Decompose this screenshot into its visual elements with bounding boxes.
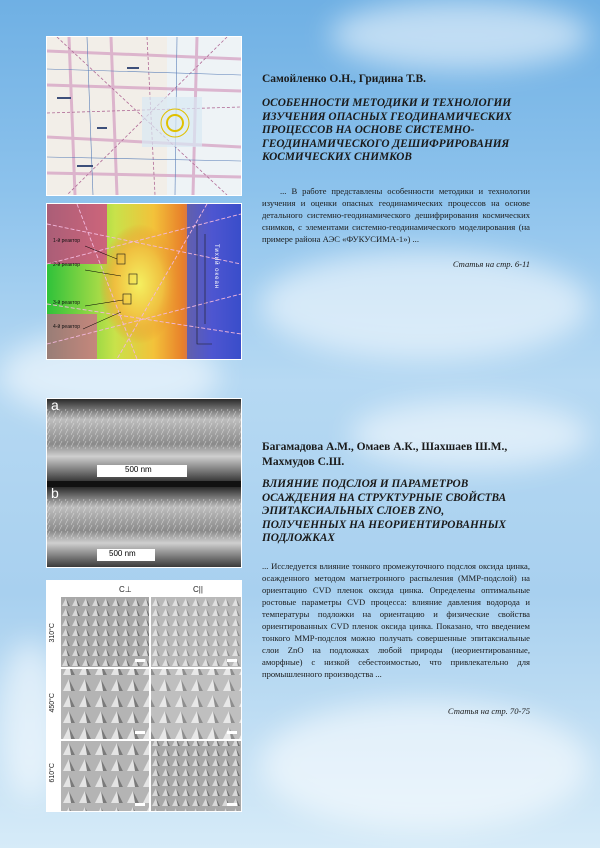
article-2-title: ВЛИЯНИЕ ПОДСЛОЯ И ПАРАМЕТРОВ ОСАЖДЕНИЯ НА СТРУКТУРНЫЕ СВОЙСТВА ЭПИТАКСИАЛЬНЫХ СЛОЕВ ZNO, ПОЛУЧЕННЫХ НА НЕОРИЕНТИРОВАННЫХ ПОДЛОЖКАХ [262,478,507,545]
reactor-4-label: 4-й реактор [53,324,81,330]
panel-a-label: a [51,398,59,413]
article-2-page-ref: Статья на стр. 70-75 [447,705,530,716]
row-610-label: 610°C [49,763,56,783]
reactor-3-label: 3-й реактор [53,300,81,306]
background-cloud [330,0,590,70]
article-1-authors: Самойленко О.Н., Гридина Т.В. [262,73,427,85]
background-cloud [260,700,590,830]
row-310-label: 310°C [49,623,56,643]
article-1-abstract: ... В работе представлены особенности методики и технологии изучения и оценки опасных геодинамических процессов на основе детального системно-геодинамического дешифрирования космических снимков, с элементами системно-геодинамического моделирования (на примере района АЭС «ФУКУСИМА-1») ... [262,185,530,244]
geologic-map-figure [46,36,242,196]
article-2-abstract: ... Исследуется влияние тонкого промежуточного подслоя оксида цинка, осажденного методом магнетронного распыления (ММР-подслой) на ориентацию CVD пленок оксида цинка. Определены оптимальные ростовые параметры CVD процесса: влияние давления водорода и температуры подложки на ориентацию и физические свойства ориентированных CVD пленок оксида цинка. Показано, что введением тонкого ММР-подслоя можно получать совершенные эпитаксиальные слои ZnO на подложках любой природы (неориентированные, аморфные) с низкой себестоимостью, что привлекательно для промышленного производства ... [262,560,530,679]
column-c-parallel-label: C|| [193,585,203,594]
fault-map-graphic [47,204,241,359]
article-1-text [262,72,530,269]
article-2-text [262,440,530,716]
ocean-label: Тихий океан [213,244,219,290]
article-1-title: ОСОБЕННОСТИ МЕТОДИКИ И ТЕХНОЛОГИИ ИЗУЧЕНИЯ ОПАСНЫХ ГЕОДИНАМИЧЕСКИХ ПРОЦЕССОВ НА ОСНОВЕ СИСТЕМНО-ГЕОДИНАМИЧЕСКОГО ДЕШИФРИРОВАНИЯ КОСМИЧЕСКИХ СНИМКОВ [262,97,512,164]
sem-temperature-grid-figure [46,580,242,812]
scale-bar-b-label: 500 nm [109,549,136,558]
scale-bar-a-label: 500 nm [125,465,152,474]
geologic-map-graphic [47,37,241,195]
sem-cross-section-figure [46,398,242,568]
column-c-perp-label: C⊥ [119,585,132,594]
sem-grid-graphic [61,597,241,811]
reactor-1-label: 1-й реактор [53,238,81,244]
sem-cross-section-graphic [47,399,241,567]
reactor-2-label: 2-й реактор [53,262,81,268]
fault-map-figure [46,203,242,360]
article-2-authors: Багамадова А.М., Омаев А.К., Шахшаев Ш.М., Махмудов С.Ш. [262,441,508,468]
article-1-page-ref: Статья на стр. 6-11 [452,258,530,269]
panel-b-label: b [51,485,59,501]
row-450-label: 450°C [49,693,56,713]
